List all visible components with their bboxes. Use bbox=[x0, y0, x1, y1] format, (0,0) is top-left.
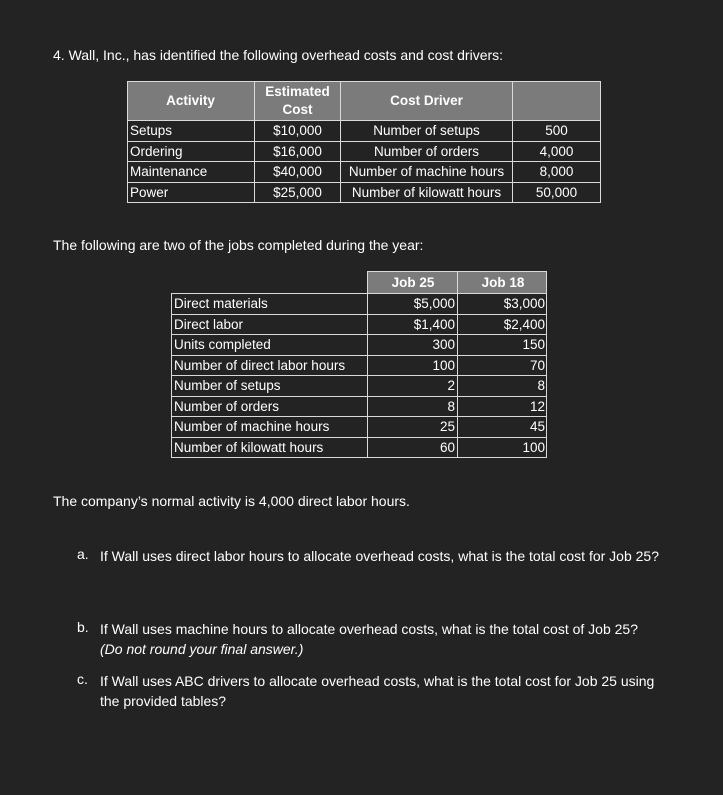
table-row bbox=[128, 162, 601, 183]
job25-cell: 2 bbox=[368, 376, 458, 397]
question-main-text: If Wall uses machine hours to allocate overhead costs, what is the total cost of Job 25? bbox=[100, 621, 638, 637]
driver-value-cell: 8,000 bbox=[513, 162, 601, 183]
normal-activity-text: The company’s normal activity is 4,000 direct labor hours. bbox=[53, 493, 410, 509]
table-row bbox=[172, 355, 547, 376]
job18-cell: 8 bbox=[458, 376, 547, 397]
job25-cell: 100 bbox=[368, 355, 458, 376]
cost-cell: $25,000 bbox=[255, 182, 341, 203]
table-header-row bbox=[172, 272, 547, 294]
cost-cell: $40,000 bbox=[255, 162, 341, 183]
row-label: Units completed bbox=[172, 335, 368, 356]
driver-cell: Number of machine hours bbox=[341, 162, 513, 183]
row-label: Direct labor bbox=[172, 314, 368, 335]
question-text: If Wall uses direct labor hours to allocate overhead costs, what is the total cost for Job 25? bbox=[100, 548, 659, 564]
table-row bbox=[172, 396, 547, 417]
table-row bbox=[172, 335, 547, 356]
header-cost-line1: Estimated bbox=[265, 84, 330, 99]
job25-cell: 300 bbox=[368, 335, 458, 356]
header-driver-value bbox=[513, 82, 601, 121]
job18-cell: 45 bbox=[458, 417, 547, 438]
row-label: Direct materials bbox=[172, 294, 368, 315]
row-label: Number of machine hours bbox=[172, 417, 368, 438]
overhead-cost-table bbox=[127, 81, 601, 203]
driver-value-cell: 50,000 bbox=[513, 182, 601, 203]
header-job25: Job 25 bbox=[368, 272, 458, 294]
problem-intro: 4. Wall, Inc., has identified the following overhead costs and cost drivers: bbox=[53, 47, 504, 63]
table-row bbox=[128, 121, 601, 142]
header-cost-driver: Cost Driver bbox=[341, 82, 513, 121]
driver-value-cell: 500 bbox=[513, 121, 601, 142]
job18-cell: 12 bbox=[458, 396, 547, 417]
table-row bbox=[128, 141, 601, 162]
driver-cell: Number of setups bbox=[341, 121, 513, 142]
table-header-row bbox=[128, 82, 601, 121]
jobs-table bbox=[171, 271, 547, 458]
driver-cell: Number of orders bbox=[341, 141, 513, 162]
table-row bbox=[172, 314, 547, 335]
table-row bbox=[172, 417, 547, 438]
header-job18: Job 18 bbox=[458, 272, 547, 294]
header-estimated-cost bbox=[255, 82, 341, 121]
driver-cell: Number of kilowatt hours bbox=[341, 182, 513, 203]
job18-cell: 150 bbox=[458, 335, 547, 356]
job25-cell: $1,400 bbox=[368, 314, 458, 335]
activity-cell: Power bbox=[128, 182, 255, 203]
table-row bbox=[172, 437, 547, 458]
row-label: Number of setups bbox=[172, 376, 368, 397]
table-row bbox=[172, 294, 547, 315]
jobs-intro: The following are two of the jobs completed during the year: bbox=[53, 237, 424, 253]
header-activity: Activity bbox=[128, 82, 255, 121]
cost-cell: $16,000 bbox=[255, 141, 341, 162]
header-blank bbox=[172, 272, 368, 294]
job25-cell: 8 bbox=[368, 396, 458, 417]
cost-cell: $10,000 bbox=[255, 121, 341, 142]
job18-cell: $3,000 bbox=[458, 294, 547, 315]
question-letter: b. bbox=[77, 619, 89, 635]
row-label: Number of direct labor hours bbox=[172, 355, 368, 376]
question-letter: c. bbox=[77, 671, 88, 687]
activity-cell: Ordering bbox=[128, 141, 255, 162]
job25-cell: 25 bbox=[368, 417, 458, 438]
question-letter: a. bbox=[77, 546, 89, 562]
table-row bbox=[128, 182, 601, 203]
header-cost-line2: Cost bbox=[282, 102, 313, 117]
row-label: Number of orders bbox=[172, 396, 368, 417]
job18-cell: 100 bbox=[458, 437, 547, 458]
question-note: (Do not round your final answer.) bbox=[100, 641, 304, 657]
table-row bbox=[172, 376, 547, 397]
job18-cell: $2,400 bbox=[458, 314, 547, 335]
job18-cell: 70 bbox=[458, 355, 547, 376]
job25-cell: 60 bbox=[368, 437, 458, 458]
driver-value-cell: 4,000 bbox=[513, 141, 601, 162]
row-label: Number of kilowatt hours bbox=[172, 437, 368, 458]
activity-cell: Setups bbox=[128, 121, 255, 142]
question-text: If Wall uses ABC drivers to allocate overhead costs, what is the total cost for Job 25 using the provided tables? bbox=[100, 673, 655, 709]
activity-cell: Maintenance bbox=[128, 162, 255, 183]
question-text bbox=[100, 619, 675, 659]
job25-cell: $5,000 bbox=[368, 294, 458, 315]
